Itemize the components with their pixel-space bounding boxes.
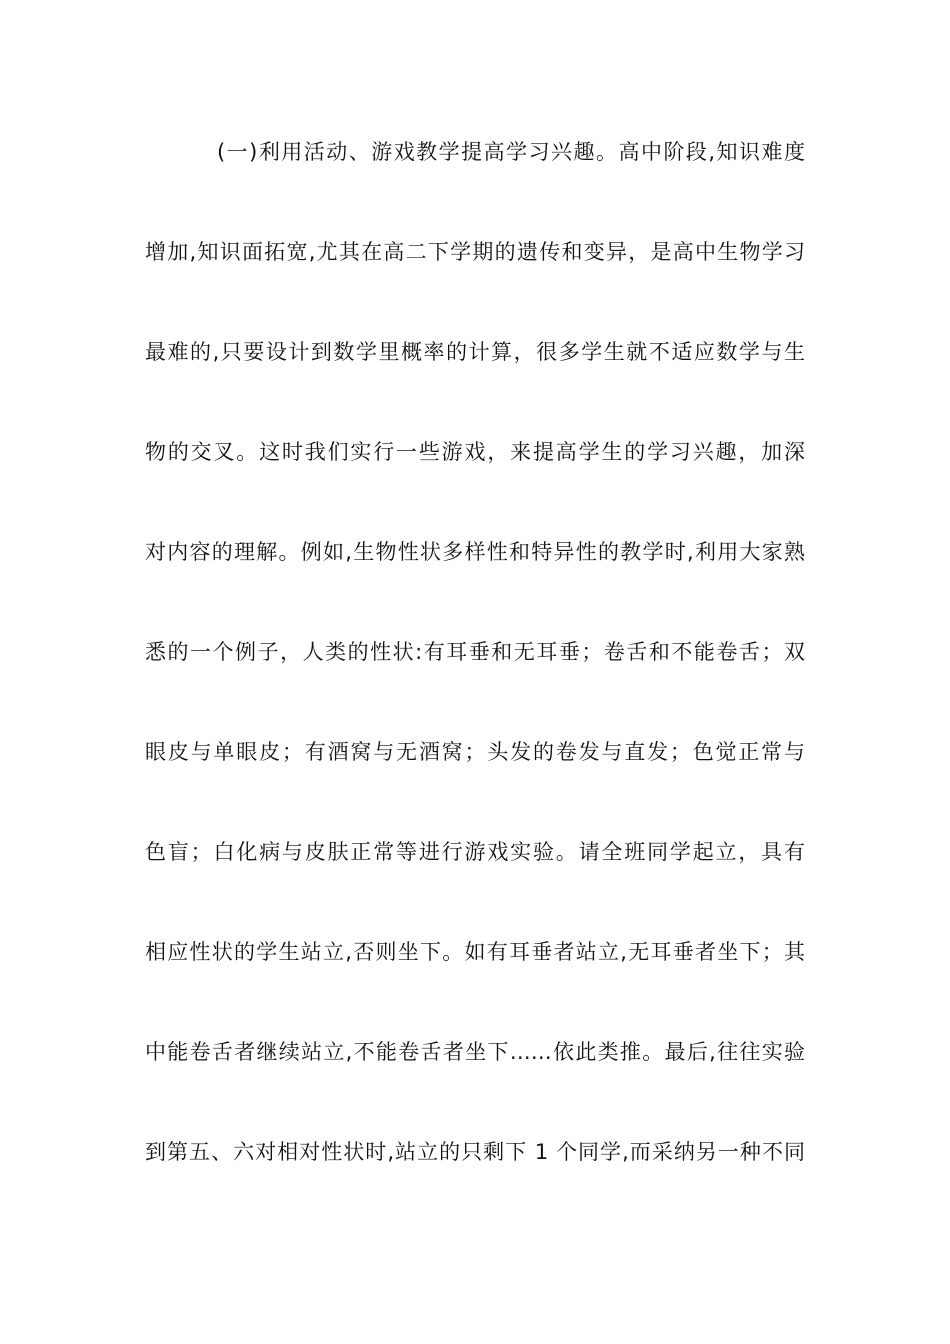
paragraph-line-9: 相应性状的学生站立,否则坐下。如有耳垂者站立,无耳垂者坐下；其 <box>145 940 805 964</box>
paragraph-line-8: 色盲；白化病与皮肤正常等进行游戏实验。请全班同学起立，具有 <box>145 840 805 864</box>
paragraph-line-5: 对内容的理解。例如,生物性状多样性和特异性的教学时,利用大家熟 <box>145 540 805 564</box>
paragraph-line-1: (一)利用活动、游戏教学提高学习兴趣。高中阶段,知识难度 <box>217 140 805 164</box>
paragraph-line-3: 最难的,只要设计到数学里概率的计算，很多学生就不适应数学与生 <box>145 340 805 364</box>
paragraph-line-6: 悉的一个例子，人类的性状:有耳垂和无耳垂；卷舌和不能卷舌；双 <box>145 640 805 664</box>
paragraph-line-2: 增加,知识面拓宽,尤其在高二下学期的遗传和变异，是高中生物学习 <box>145 240 805 264</box>
paragraph-line-10: 中能卷舌者继续站立,不能卷舌者坐下……依此类推。最后,往往实验 <box>145 1040 805 1064</box>
paragraph-line-4: 物的交叉。这时我们实行一些游戏，来提高学生的学习兴趣，加深 <box>145 440 805 464</box>
paragraph-line-11: 到第五、六对相对性状时,站立的只剩下 1 个同学,而采纳另一种不同 <box>145 1140 805 1164</box>
paragraph-line-7: 眼皮与单眼皮；有酒窝与无酒窝；头发的卷发与直发；色觉正常与 <box>145 740 805 764</box>
